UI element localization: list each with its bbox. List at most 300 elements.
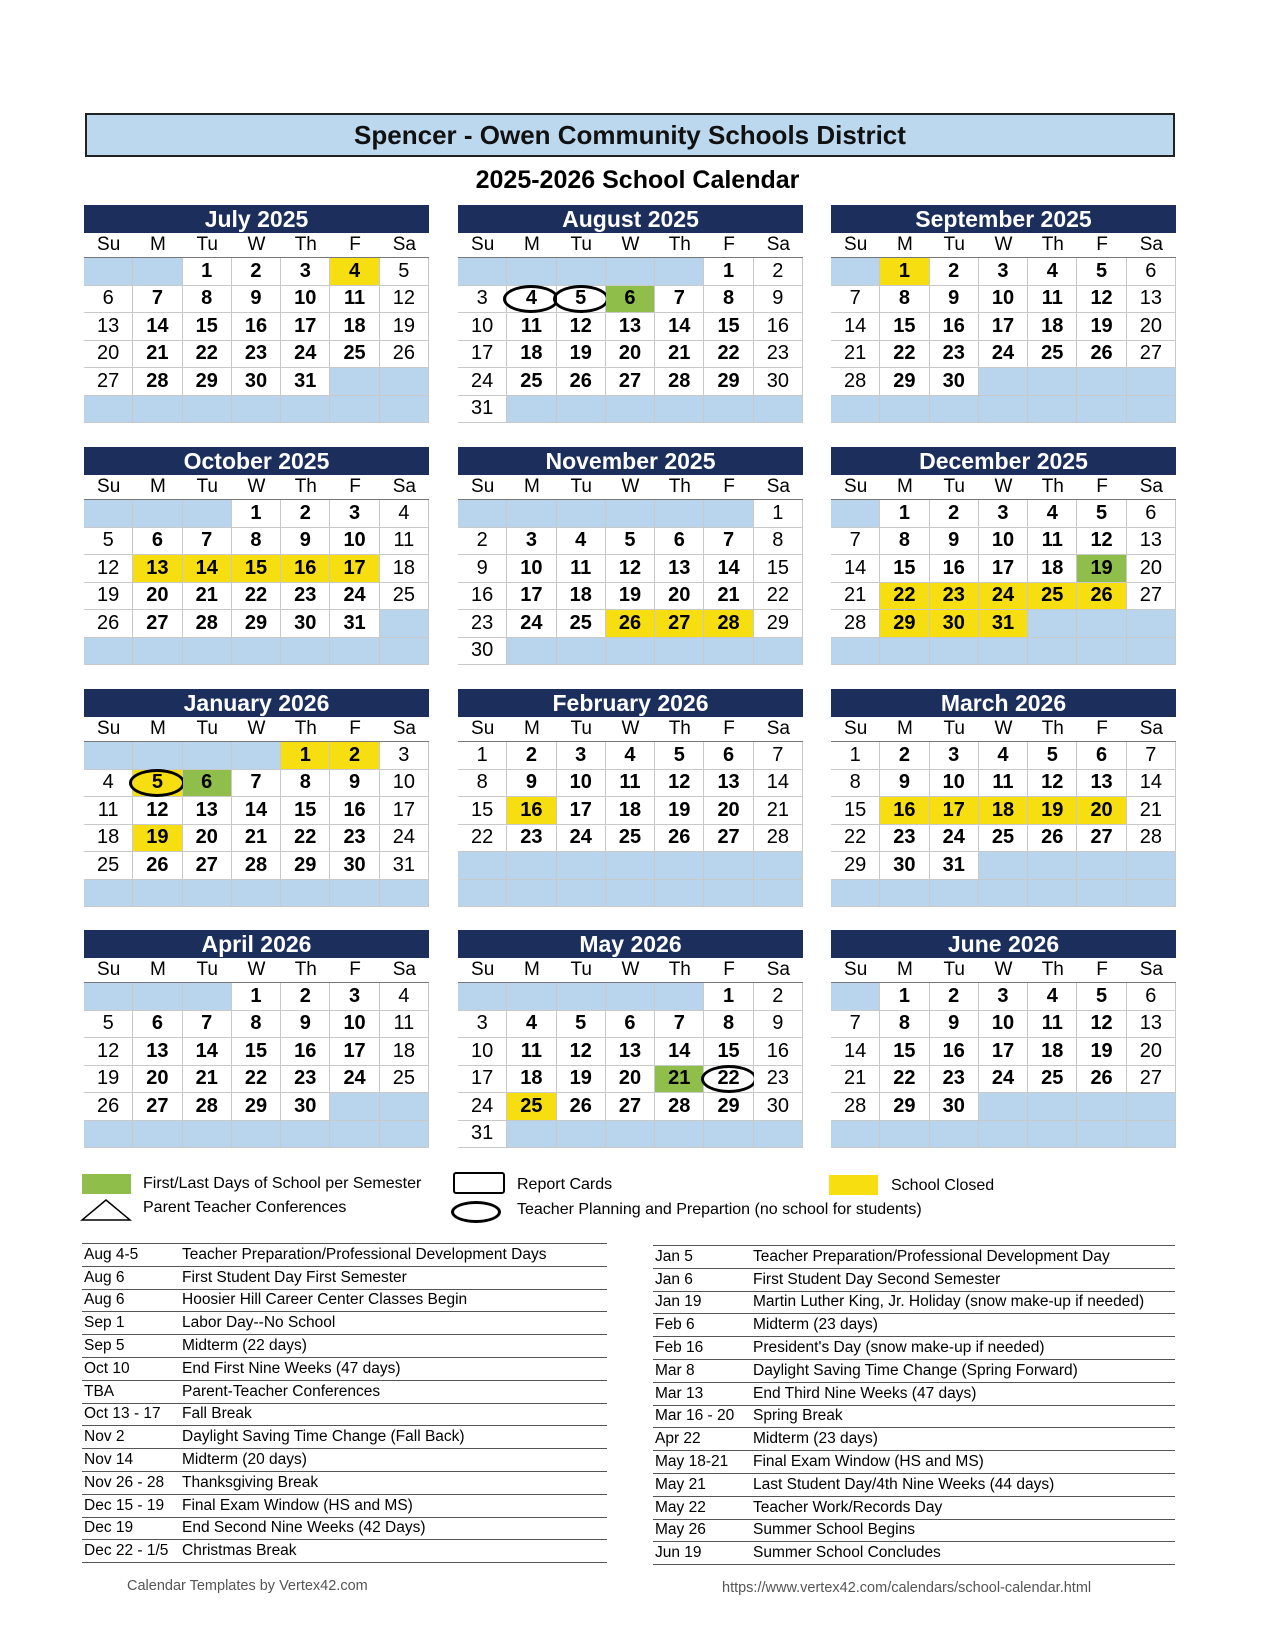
day-cell: 25 [979,825,1028,853]
empty-day-cell [754,852,803,880]
empty-day-cell [880,880,929,908]
day-cell: 25 [380,1066,429,1094]
empty-day-cell [1028,880,1077,908]
day-cell: 4 [380,983,429,1011]
day-cell: 20 [606,341,655,369]
day-cell: 13 [1077,770,1126,798]
weekday-label: W [247,959,266,980]
day-cell: 24 [458,1093,507,1121]
weekday-label: F [349,234,361,255]
day-cell: 29 [704,1093,753,1121]
empty-day-cell [557,258,606,286]
event-row [653,1451,1175,1474]
empty-day-cell [232,396,281,424]
day-cell: 31 [458,396,507,424]
event-description: Midterm (22 days) [182,1337,307,1355]
day-cell: 9 [281,528,330,556]
empty-day-cell [704,638,753,666]
day-cell: 18 [606,797,655,825]
event-description: Christmas Break [182,1542,297,1560]
event-row [82,1518,607,1541]
day-cell: 21 [704,583,753,611]
empty-day-cell [380,610,429,638]
empty-day-cell [1028,610,1077,638]
day-cell: 28 [704,610,753,638]
day-cell: 3 [979,258,1028,286]
weekday-label: Su [844,959,868,980]
day-cell: 1 [281,742,330,770]
day-cell: 8 [754,528,803,556]
weekday-label: W [621,718,640,739]
legend-report-cards: Report Cards [517,1176,613,1193]
day-cell: 24 [507,610,556,638]
day-cell: 11 [380,1011,429,1039]
weekday-label: W [994,476,1013,497]
day-cell: 30 [281,1093,330,1121]
day-cell: 7 [831,528,880,556]
event-description: End First Nine Weeks (47 days) [182,1359,401,1377]
empty-day-cell [831,396,880,424]
empty-day-cell [606,983,655,1011]
weekday-label: W [621,234,640,255]
empty-day-cell [606,396,655,424]
day-cell: 27 [704,825,753,853]
day-grid [831,257,1176,423]
day-cell: 13 [1127,286,1176,314]
empty-day-cell [380,1121,429,1149]
day-cell: 19 [84,583,133,611]
weekday-label: Tu [570,959,592,980]
day-cell: 1 [754,500,803,528]
day-cell: 25 [330,341,379,369]
day-cell: 9 [754,286,803,314]
empty-day-cell [84,396,133,424]
event-row [82,1290,607,1313]
day-cell: 16 [507,797,556,825]
empty-day-cell [183,638,232,666]
day-cell: 5 [557,286,606,314]
day-cell: 28 [655,368,704,396]
empty-day-cell [281,638,330,666]
day-cell: 11 [1028,1011,1077,1039]
event-description: Summer School Concludes [753,1544,941,1562]
day-cell: 10 [458,313,507,341]
weekday-label: Sa [1139,476,1163,497]
empty-day-cell [930,396,979,424]
day-cell: 15 [880,313,929,341]
day-cell: 12 [606,555,655,583]
weekday-label: Su [471,234,495,255]
day-cell: 29 [880,1093,929,1121]
day-cell: 23 [930,341,979,369]
weekday-label: F [349,476,361,497]
day-cell: 9 [754,1011,803,1039]
day-cell: 3 [458,1011,507,1039]
day-cell: 12 [84,1038,133,1066]
day-cell: 24 [380,825,429,853]
day-cell: 13 [1127,528,1176,556]
day-cell: 1 [880,258,929,286]
day-cell: 2 [930,258,979,286]
day-grid [458,741,803,907]
event-description: End Third Nine Weeks (47 days) [753,1384,977,1402]
day-cell: 24 [557,825,606,853]
day-cell: 27 [1127,1066,1176,1094]
weekday-label: Tu [570,718,592,739]
weekday-label: Tu [196,959,218,980]
day-cell: 6 [183,770,232,798]
event-row [653,1314,1175,1337]
weekday-label: M [897,959,913,980]
day-cell: 23 [281,583,330,611]
weekday-header [458,233,803,257]
empty-day-cell [1028,1093,1077,1121]
event-date: Dec 19 [84,1519,134,1537]
event-date: Jan 6 [655,1270,693,1288]
empty-day-cell [133,742,182,770]
day-cell: 24 [458,368,507,396]
event-description: Spring Break [753,1407,843,1425]
weekday-label: W [994,718,1013,739]
day-cell: 26 [1077,1066,1126,1094]
weekday-label: W [994,234,1013,255]
day-cell: 12 [84,555,133,583]
day-cell: 16 [754,313,803,341]
day-cell: 3 [330,983,379,1011]
empty-day-cell [754,638,803,666]
empty-day-cell [232,742,281,770]
weekday-label: Su [97,234,121,255]
day-cell: 13 [133,555,182,583]
day-cell: 19 [557,341,606,369]
day-cell: 14 [831,1038,880,1066]
weekday-label: M [150,476,166,497]
day-cell: 30 [754,368,803,396]
day-cell: 31 [930,852,979,880]
day-cell: 15 [754,555,803,583]
day-cell: 16 [281,1038,330,1066]
day-cell: 3 [507,528,556,556]
day-cell: 22 [880,583,929,611]
day-cell: 20 [133,583,182,611]
day-cell: 26 [1077,583,1126,611]
empty-day-cell [507,1121,556,1149]
legend-closed: School Closed [891,1177,995,1194]
month-title: December 2025 [831,447,1176,475]
day-cell: 25 [380,583,429,611]
day-cell: 21 [133,341,182,369]
weekday-label: F [349,959,361,980]
day-cell: 2 [232,258,281,286]
weekday-label: M [897,718,913,739]
event-row [82,1495,607,1518]
empty-day-cell [281,880,330,908]
day-cell: 22 [880,1066,929,1094]
day-cell: 30 [232,368,281,396]
weekday-label: Sa [1139,959,1163,980]
empty-day-cell [133,1121,182,1149]
event-date: Jan 19 [655,1293,702,1311]
day-cell: 10 [557,770,606,798]
day-cell: 25 [557,610,606,638]
empty-day-cell [183,500,232,528]
day-cell: 17 [507,583,556,611]
weekday-label: M [150,959,166,980]
empty-day-cell [84,258,133,286]
day-cell: 30 [880,852,929,880]
event-row [653,1246,1175,1269]
weekday-header [831,717,1176,741]
day-cell: 7 [232,770,281,798]
event-row [82,1540,607,1563]
empty-day-cell [330,368,379,396]
empty-day-cell [1127,1093,1176,1121]
day-cell: 14 [704,555,753,583]
day-cell: 21 [655,1066,704,1094]
day-cell: 4 [1028,258,1077,286]
day-cell: 2 [281,983,330,1011]
day-cell: 10 [330,1011,379,1039]
empty-day-cell [458,258,507,286]
empty-day-cell [1028,396,1077,424]
month-0 [84,205,429,432]
month-8 [831,689,1176,916]
event-row [82,1404,607,1427]
day-cell: 1 [880,500,929,528]
day-cell: 24 [281,341,330,369]
weekday-label: M [524,476,540,497]
day-cell: 24 [930,825,979,853]
empty-day-cell [507,852,556,880]
day-cell: 17 [979,555,1028,583]
day-cell: 30 [930,1093,979,1121]
empty-day-cell [330,396,379,424]
day-cell: 1 [704,983,753,1011]
day-cell: 2 [330,742,379,770]
day-cell: 18 [979,797,1028,825]
day-cell: 27 [606,368,655,396]
legend-teacher-planning: Teacher Planning and Prepartion (no school for students) [517,1201,922,1218]
day-cell: 20 [183,825,232,853]
day-cell: 7 [1127,742,1176,770]
day-cell: 17 [979,1038,1028,1066]
event-row [82,1426,607,1449]
event-date: Dec 22 - 1/5 [84,1542,169,1560]
day-cell: 11 [507,1038,556,1066]
empty-day-cell [380,1093,429,1121]
day-cell: 28 [232,852,281,880]
day-cell: 9 [458,555,507,583]
day-cell: 7 [754,742,803,770]
weekday-label: M [524,959,540,980]
day-cell: 17 [330,555,379,583]
month-10 [458,930,803,1157]
day-cell: 13 [704,770,753,798]
day-cell: 25 [507,368,556,396]
weekday-label: Th [1041,718,1064,739]
empty-day-cell [133,396,182,424]
weekday-label: Sa [392,234,416,255]
day-cell: 9 [880,770,929,798]
event-description: Final Exam Window (HS and MS) [182,1496,413,1514]
day-cell: 23 [930,583,979,611]
empty-day-cell [458,500,507,528]
empty-day-cell [655,1121,704,1149]
day-cell: 20 [84,341,133,369]
event-description: Teacher Preparation/Professional Development Days [182,1245,547,1263]
day-cell: 14 [831,313,880,341]
empty-day-cell [1028,638,1077,666]
empty-day-cell [1127,610,1176,638]
empty-day-cell [1077,638,1126,666]
weekday-label: Sa [766,476,790,497]
empty-day-cell [330,638,379,666]
day-cell: 6 [1127,983,1176,1011]
day-cell: 15 [704,1038,753,1066]
day-cell: 26 [84,610,133,638]
weekday-header [458,958,803,982]
weekday-label: F [723,718,735,739]
weekday-label: Th [668,959,691,980]
events-left [82,1243,607,1563]
day-cell: 24 [979,1066,1028,1094]
events-right [653,1245,1175,1565]
day-cell: 5 [1028,742,1077,770]
day-cell: 11 [606,770,655,798]
empty-day-cell [133,638,182,666]
day-cell: 11 [979,770,1028,798]
empty-day-cell [507,983,556,1011]
weekday-label: M [524,718,540,739]
day-cell: 25 [1028,1066,1077,1094]
day-cell: 30 [754,1093,803,1121]
empty-day-cell [704,880,753,908]
event-date: May 21 [655,1475,706,1493]
weekday-label: F [1096,476,1108,497]
day-grid [831,741,1176,907]
day-cell: 9 [232,286,281,314]
empty-day-cell [880,1121,929,1149]
day-cell: 18 [1028,555,1077,583]
event-description: Midterm (23 days) [753,1316,878,1334]
day-cell: 24 [979,341,1028,369]
day-cell: 24 [979,583,1028,611]
day-cell: 19 [1077,555,1126,583]
day-cell: 5 [133,770,182,798]
weekday-label: Su [97,718,121,739]
event-date: Aug 6 [84,1291,125,1309]
day-cell: 18 [84,825,133,853]
weekday-label: Tu [943,476,965,497]
weekday-label: W [247,476,266,497]
day-cell: 18 [507,1066,556,1094]
empty-day-cell [507,258,556,286]
event-date: Aug 4-5 [84,1245,139,1263]
day-cell: 26 [84,1093,133,1121]
empty-day-cell [655,500,704,528]
empty-day-cell [704,852,753,880]
month-title: January 2026 [84,689,429,717]
day-cell: 6 [606,1011,655,1039]
weekday-label: Sa [392,959,416,980]
day-cell: 3 [330,500,379,528]
event-description: First Student Day First Semester [182,1268,407,1286]
day-cell: 7 [133,286,182,314]
day-cell: 22 [704,1066,753,1094]
day-cell: 27 [606,1093,655,1121]
footer-left: Calendar Templates by Vertex42.com [127,1578,368,1594]
day-cell: 15 [458,797,507,825]
day-cell: 22 [281,825,330,853]
day-cell: 17 [380,797,429,825]
empty-day-cell [507,638,556,666]
empty-day-cell [1127,1121,1176,1149]
weekday-label: F [723,476,735,497]
day-cell: 16 [930,313,979,341]
weekday-label: Tu [570,234,592,255]
day-cell: 25 [84,852,133,880]
weekday-label: F [723,234,735,255]
day-cell: 12 [655,770,704,798]
day-cell: 31 [458,1121,507,1149]
day-cell: 13 [84,313,133,341]
event-description: Last Student Day/4th Nine Weeks (44 days) [753,1475,1055,1493]
weekday-label: W [247,234,266,255]
day-cell: 18 [507,341,556,369]
event-row [653,1428,1175,1451]
day-cell: 27 [1127,583,1176,611]
day-cell: 4 [330,258,379,286]
month-title: September 2025 [831,205,1176,233]
empty-day-cell [84,1121,133,1149]
event-row [653,1292,1175,1315]
empty-day-cell [754,396,803,424]
day-cell: 8 [880,528,929,556]
first-last-swatch [82,1174,131,1194]
day-cell: 1 [183,258,232,286]
day-cell: 21 [831,1066,880,1094]
day-cell: 21 [183,1066,232,1094]
empty-day-cell [880,638,929,666]
day-cell: 27 [183,852,232,880]
day-cell: 28 [183,610,232,638]
event-description: Fall Break [182,1405,252,1423]
day-cell: 7 [183,1011,232,1039]
day-cell: 26 [1028,825,1077,853]
weekday-label: Sa [392,476,416,497]
day-cell: 29 [183,368,232,396]
empty-day-cell [1077,368,1126,396]
event-date: Jun 19 [655,1544,702,1562]
day-cell: 11 [557,555,606,583]
empty-day-cell [979,1093,1028,1121]
empty-day-cell [1077,852,1126,880]
day-cell: 18 [1028,1038,1077,1066]
day-cell: 25 [1028,341,1077,369]
day-cell: 21 [754,797,803,825]
weekday-label: Su [97,476,121,497]
day-cell: 30 [281,610,330,638]
empty-day-cell [380,638,429,666]
day-cell: 29 [754,610,803,638]
event-date: Mar 16 - 20 [655,1407,735,1425]
event-row [82,1244,607,1267]
day-cell: 2 [754,258,803,286]
weekday-label: Sa [766,718,790,739]
weekday-label: Th [294,476,317,497]
day-cell: 8 [880,286,929,314]
empty-day-cell [655,258,704,286]
